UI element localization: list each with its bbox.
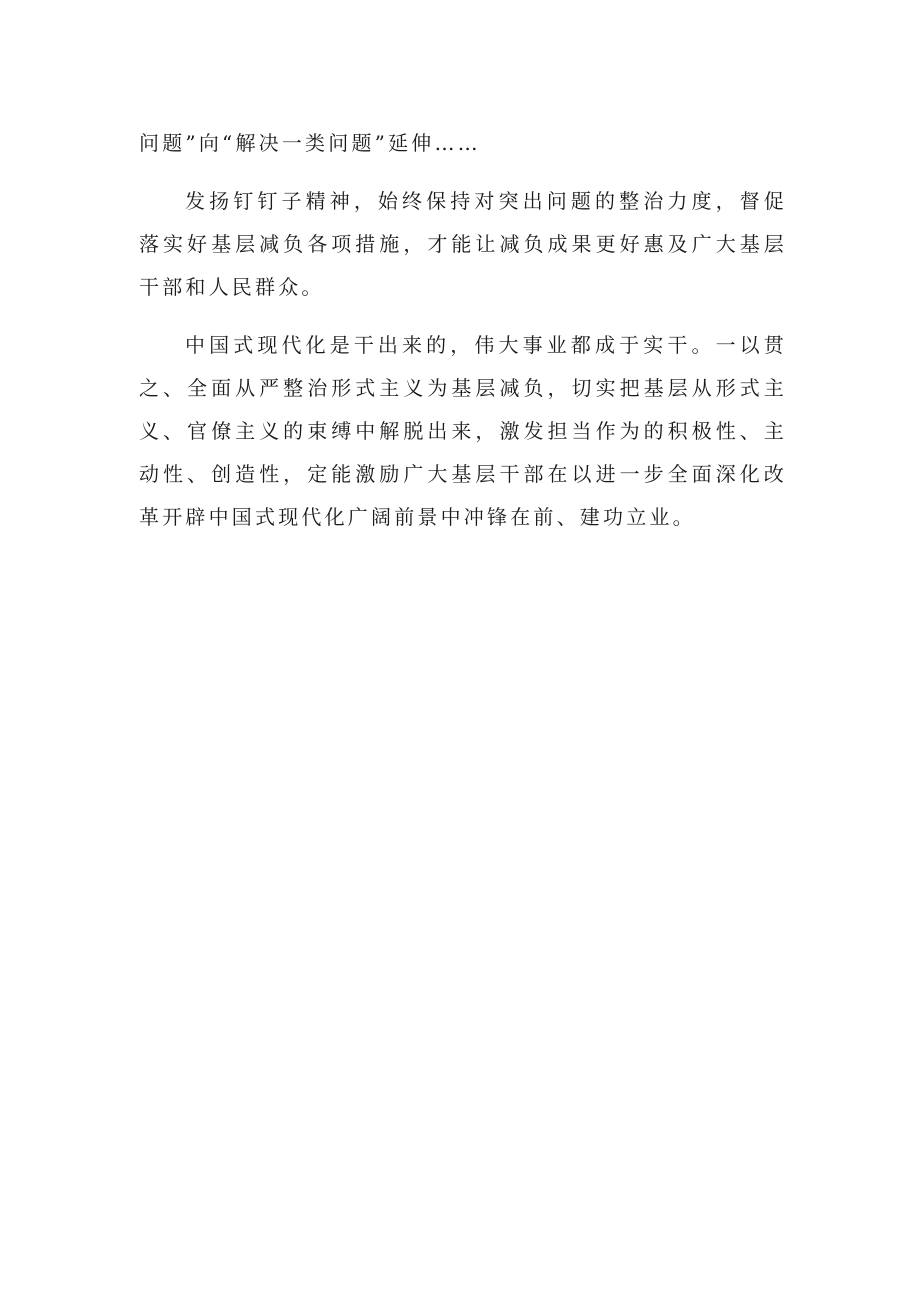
document-body bbox=[139, 122, 787, 554]
paragraph-modernization: 中国式现代化是干出来的，伟大事业都成于实干。一以贯之、全面从严整治形式主义为基层减负，切实把基层从形式主义、官僚主义的束缚中解脱出来，激发担当作为的积极性、主动性、创造性，定能激励广大基层干部在以进一步全面深化改革开辟中国式现代化广阔前景中冲锋在前、建功立业。 bbox=[139, 333, 787, 529]
paragraph-continuation: 问题”向“解决一类问题”延伸…… bbox=[139, 131, 481, 155]
paragraph-nail-spirit: 发扬钉钉子精神，始终保持对突出问题的整治力度，督促落实好基层减负各项措施，才能让减负成果更好惠及广大基层干部和人民群众。 bbox=[139, 189, 787, 299]
